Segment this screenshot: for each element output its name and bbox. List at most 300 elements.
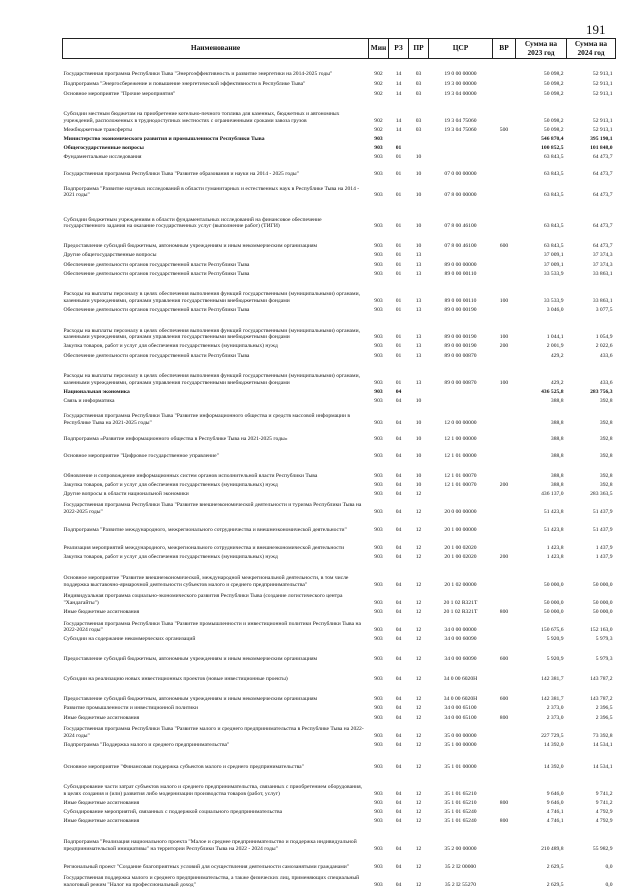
table-row (63, 405, 616, 427)
row-vr (493, 386, 516, 395)
row-pr: 12 (415, 714, 422, 721)
row-sum-2023: 388,8 (550, 472, 564, 479)
row-csr (429, 152, 493, 161)
row-name: Основное мероприятие "Развитие внешнеэкономической, международной межрегиональной деятельности, в том числе поддержка выставочно-ярмарочной деятельности субъектов малого и среднего предпринимательства" (63, 575, 349, 588)
row-vr (493, 152, 516, 161)
row-csr (429, 396, 493, 405)
row-vr (493, 259, 516, 268)
row-vr (493, 268, 516, 277)
row-name: Расходы на выплаты персоналу в целях обеспечения выполнения функций государственными (муниципальными) органами, казенными учреждениями, органами управления государственными внебюджетными фондами (63, 373, 360, 386)
row-name: Иные бюджетные ассигнования (63, 800, 140, 807)
table-row (63, 663, 616, 683)
row-csr: 34 0 00 6020Н (443, 696, 478, 703)
row-sum-2024: 50 000,0 (592, 609, 613, 616)
row-min: 903 (374, 252, 383, 259)
row-sum-2023: 429,2 (550, 352, 564, 359)
row-name: Закупка товаров, работ и услуг для обеспечения государственных (муниципальных) нужд (63, 554, 278, 561)
row-pr: 10 (415, 419, 422, 426)
table-row (63, 177, 616, 199)
row-name: Государственная поддержка малого и среднего предпринимательства, а также физических лиц, применяющих специальный налоговый режим "Налог на профессиональный доход" (63, 875, 360, 888)
row-rz: 01 (395, 352, 402, 359)
table-row (63, 497, 616, 515)
row-rz: 01 (395, 261, 402, 268)
row-sum-2024: 50 000,0 (592, 581, 613, 588)
row-rz: 04 (395, 509, 402, 515)
row-vr (493, 177, 516, 199)
table-row (63, 870, 616, 888)
row-rz: 04 (395, 472, 402, 479)
table-row (63, 721, 616, 739)
row-sum-2023: 388,8 (550, 452, 564, 459)
table-row (63, 798, 616, 807)
row-sum-2023: 388,8 (550, 481, 564, 488)
row-vr: 800 (499, 800, 509, 807)
row-csr: 35 1 01 65210 (444, 800, 477, 807)
row-sum-2024: 392,8 (599, 436, 613, 443)
row-pr: 12 (415, 554, 422, 561)
row-vr: 200 (499, 554, 509, 561)
row-rz: 04 (395, 581, 402, 588)
row-sum-2023: 150 675,6 (541, 627, 564, 634)
row-min: 903 (374, 545, 383, 552)
row-name: Субсидирование мероприятий, связанных с поддержкой социального предпринимательства (63, 809, 283, 816)
row-sum-2023: 63 843,5 (543, 154, 564, 161)
table-header-row (63, 39, 616, 59)
row-name: Реализация мероприятий международного, межрегионального сотрудничества и внешнеэкономической деятельности (63, 545, 345, 552)
row-sum-2023: 388,8 (550, 398, 564, 405)
row-vr (493, 748, 516, 770)
table-row (63, 459, 616, 479)
row-pr: 12 (415, 881, 422, 888)
row-rz: 04 (395, 398, 402, 405)
row-name: Предоставление субсидий бюджетным, автономным учреждениям и иным некоммерческим организациям (63, 656, 318, 663)
row-sum-2023: 5 920,9 (546, 636, 564, 643)
table-row (63, 825, 616, 852)
row-rz: 04 (395, 800, 402, 807)
row-name: Межбюджетные трансферты (63, 126, 132, 133)
row-sum-2024: 392,8 (599, 452, 613, 459)
row-min: 903 (374, 845, 383, 852)
row-sum-2024: 433,6 (599, 379, 613, 386)
row-sum-2024: 73 392,8 (592, 732, 613, 739)
row-name: Подпрограмма "Поддержка малого и среднего предпринимательства" (63, 741, 230, 748)
row-pr: 12 (415, 732, 422, 739)
row-name: Обеспечение деятельности органов государственной власти Республики Тыва (63, 261, 250, 268)
row-min: 903 (374, 270, 383, 277)
row-sum-2024: 64 473,7 (592, 154, 613, 161)
row-rz: 01 (395, 170, 402, 177)
row-min: 902 (374, 126, 383, 133)
row-name: Субсидии на реализацию новых инвестиционных проектов (новые инвестиционные проекты) (63, 676, 288, 683)
row-min: 903 (374, 881, 383, 888)
row-csr: 12 1 01 00000 (444, 452, 477, 459)
row-name: Фундаментальные исследования (63, 154, 142, 161)
row-sum-2024: 50 000,0 (592, 599, 613, 606)
row-pr: 12 (415, 863, 422, 870)
row-rz: 01 (395, 297, 402, 304)
row-csr: 35 2 00 00000 (444, 845, 477, 852)
row-sum-2023: 4 746,1 (546, 818, 564, 825)
row-min: 903 (374, 636, 383, 643)
row-pr: 12 (415, 545, 422, 552)
row-min: 903 (374, 527, 383, 534)
row-pr (409, 134, 429, 143)
row-sum-2024: 5 979,3 (595, 636, 613, 643)
row-vr (493, 703, 516, 712)
row-rz: 04 (395, 741, 402, 748)
row-csr: 19 3 04 00000 (444, 90, 477, 97)
row-sum-2024: 52 913,1 (592, 90, 613, 97)
row-min: 903 (374, 809, 383, 816)
row-pr: 12 (415, 627, 422, 634)
table-row (63, 616, 616, 634)
row-sum-2024: 3 077,5 (595, 307, 613, 314)
row-sum-2023: 2 629,5 (546, 863, 564, 870)
row-sum-2023: 9 646,0 (546, 800, 564, 807)
table-row (63, 816, 616, 825)
row-name: Подпрограмма "Развитие научных исследований в области гуманитарных и естественных наук в Республике Тыва на 2014 - 2021 годы" (63, 185, 360, 199)
row-sum-2023: 51 423,8 (543, 527, 564, 534)
row-sum-2023: 2 001,9 (546, 343, 564, 350)
row-sum-2023: 50 098,2 (543, 81, 564, 88)
table-row (63, 161, 616, 177)
row-min: 903 (374, 136, 383, 143)
row-csr: 12 1 00 00000 (444, 436, 477, 443)
row-vr (493, 396, 516, 405)
row-min: 903 (374, 554, 383, 561)
row-rz: 04 (395, 732, 402, 739)
row-min: 903 (374, 490, 383, 497)
table-row (63, 77, 616, 88)
row-min: 903 (374, 676, 383, 683)
row-sum-2024: 0,0 (605, 863, 613, 870)
row-csr: 07 0 00 00000 (444, 170, 477, 177)
row-name: Основное мероприятие "Финансовая поддержка субъектов малого и среднего предпринимательства" (63, 763, 304, 770)
row-sum-2023: 1 044,1 (546, 334, 564, 341)
row-csr: 89 0 00 00190 (444, 334, 477, 341)
row-sum-2023: 63 843,5 (543, 223, 564, 230)
table-row (63, 259, 616, 268)
row-vr: 800 (499, 609, 509, 616)
row-rz: 04 (395, 714, 402, 721)
row-name: Расходы на выплаты персоналу в целях обеспечения выполнения функций государственными (муниципальными) органами, казенными учреждениями, органами управления государственными внебюджетными фондами (63, 327, 360, 341)
row-rz: 01 (395, 270, 402, 277)
row-rz: 14 (395, 117, 402, 124)
row-sum-2024: 2 396,5 (595, 714, 613, 721)
row-sum-2024: 14 534,1 (592, 763, 613, 770)
row-sum-2024: 433,6 (599, 352, 613, 359)
row-name: Подпрограмма "Развитие международного, межрегионального сотрудничества и внешнеэкономической деятельности" (63, 527, 347, 534)
row-vr: 200 (499, 481, 509, 488)
row-rz: 04 (395, 545, 402, 552)
row-vr: 800 (499, 714, 509, 721)
row-sum-2024: 14 534,1 (592, 741, 613, 748)
row-min: 903 (374, 398, 383, 405)
row-csr: 89 0 00 00870 (444, 352, 477, 359)
row-pr: 13 (415, 379, 422, 386)
table-row (63, 88, 616, 97)
row-sum-2024: 52 913,1 (592, 117, 613, 124)
row-min: 903 (374, 818, 383, 825)
row-vr (493, 459, 516, 479)
row-pr: 12 (415, 656, 422, 663)
table-row (63, 199, 616, 230)
row-vr: 500 (499, 126, 509, 133)
row-csr: 34 0 00 00000 (444, 627, 477, 634)
row-sum-2024: 143 787,2 (590, 676, 613, 683)
row-rz: 04 (395, 881, 402, 888)
row-pr: 13 (415, 343, 422, 350)
row-name: Национальная экономика (63, 388, 130, 395)
row-pr: 03 (415, 126, 422, 133)
row-csr: 12 0 00 00000 (444, 419, 477, 426)
row-pr: 10 (415, 452, 422, 459)
row-pr: 10 (415, 223, 422, 230)
row-csr: 35 1 00 00000 (444, 741, 477, 748)
row-sum-2023: 210 489,8 (541, 845, 564, 852)
row-rz: 04 (395, 490, 402, 497)
row-rz: 01 (395, 154, 402, 161)
table-row (63, 305, 616, 314)
row-rz: 01 (395, 243, 402, 250)
row-min: 903 (374, 800, 383, 807)
row-vr (493, 721, 516, 739)
row-csr: 89 0 00 00190 (444, 343, 477, 350)
row-sum-2024: 1 437,9 (595, 554, 613, 561)
row-sum-2023: 50 098,2 (543, 117, 564, 124)
row-pr: 12 (415, 609, 422, 616)
table-row (63, 748, 616, 770)
row-vr (493, 134, 516, 143)
row-rz: 04 (395, 790, 402, 797)
row-name: Субсидии местным бюджетам на приобретение котельно-печного топлива для казенных, бюджетных и автономных учреждений, расположенных в труднодоступных местностях с ограниченными сроками завоза грузов (63, 111, 340, 124)
row-csr: 35 2 I2 55270 (444, 881, 477, 888)
table-row (63, 314, 616, 341)
row-pr: 12 (415, 581, 422, 588)
row-name: Государственная программа Республики Тыва "Развитие внешнеэкономической деятельности и туризма Республики Тыва на 2022-2025 годы" (63, 502, 362, 515)
row-min: 903 (374, 436, 383, 443)
row-vr (493, 770, 516, 797)
row-sum-2024: 143 787,2 (590, 696, 613, 703)
row-csr: 07 8 00 46100 (444, 223, 477, 230)
row-csr: 89 0 00 00870 (444, 379, 477, 386)
row-name: Иные бюджетные ассигнования (63, 609, 140, 616)
row-rz: 04 (395, 845, 402, 852)
row-sum-2024: 51 437,9 (592, 509, 613, 515)
row-rz: 01 (395, 379, 402, 386)
row-pr: 12 (415, 818, 422, 825)
row-rz: 04 (395, 527, 402, 534)
row-pr: 10 (415, 243, 422, 250)
row-rz: 01 (395, 252, 402, 259)
row-min: 903 (374, 696, 383, 703)
row-rz: 04 (395, 419, 402, 426)
row-min: 903 (374, 343, 383, 350)
row-rz: 14 (395, 90, 402, 97)
row-csr: 07 8 00 46100 (444, 243, 477, 250)
row-rz: 04 (395, 705, 402, 712)
row-rz: 04 (395, 763, 402, 770)
row-sum-2023: 227 729,5 (541, 732, 564, 739)
row-name: Закупка товаров, работ и услуг для обеспечения государственных (муниципальных) нужд (63, 481, 278, 488)
row-rz: 04 (395, 452, 402, 459)
table-row (63, 770, 616, 797)
row-vr (493, 161, 516, 177)
row-csr: 19 0 00 00000 (444, 70, 477, 77)
row-name: Общегосударственные вопросы (63, 145, 144, 152)
row-sum-2023: 1 423,8 (546, 554, 564, 561)
row-name: Основное мероприятие "Прочие мероприятия" (63, 90, 176, 97)
row-pr: 10 (415, 472, 422, 479)
row-sum-2024: 33 863,1 (592, 297, 613, 304)
table-row (63, 134, 616, 143)
row-min: 902 (374, 117, 383, 124)
row-sum-2024: 55 982,9 (592, 845, 613, 852)
table-row (63, 643, 616, 663)
row-sum-2024: 9 741,2 (595, 800, 613, 807)
row-pr (409, 386, 429, 395)
row-vr (493, 59, 516, 77)
row-name: Закупка товаров, работ и услуг для обеспечения государственных (муниципальных) нужд (63, 343, 278, 350)
row-pr: 10 (415, 481, 422, 488)
row-pr: 12 (415, 509, 422, 515)
table-row (63, 683, 616, 703)
row-rz: 14 (395, 126, 402, 133)
row-sum-2024: 101 848,0 (590, 145, 613, 152)
row-vr (493, 588, 516, 606)
row-name: Подпрограмма «Развитие информационного общества в Республике Тыва на 2021-2025 годы» (63, 436, 288, 443)
row-sum-2024: 392,8 (599, 398, 613, 405)
row-sum-2023: 388,8 (550, 436, 564, 443)
row-min: 903 (374, 452, 383, 459)
row-csr: 20 1 02 00000 (444, 581, 477, 588)
row-sum-2023: 436 137,0 (541, 490, 564, 497)
header-min: Мин (369, 39, 389, 59)
table-row (63, 59, 616, 77)
row-pr (409, 143, 429, 152)
row-min: 903 (374, 714, 383, 721)
row-pr: 03 (415, 90, 422, 97)
row-sum-2023: 33 533,9 (543, 270, 564, 277)
row-rz: 01 (395, 307, 402, 314)
row-csr: 19 3 04 75060 (444, 117, 477, 124)
row-name: Подпрограмма "Реализация национального проекта "Малое и среднее предпринимательство и поддержка индивидуальной предпринимательской инициативы" на территории Республики Тыва на 2022 - 2024 годы" (63, 838, 357, 852)
row-pr: 12 (415, 809, 422, 816)
row-min: 903 (374, 509, 383, 515)
row-sum-2023: 63 843,5 (543, 192, 564, 199)
row-vr (493, 807, 516, 816)
row-min: 903 (374, 609, 383, 616)
row-pr: 13 (415, 334, 422, 341)
row-vr (493, 561, 516, 588)
row-min: 903 (374, 656, 383, 663)
row-sum-2024: 0,0 (605, 881, 613, 888)
table-row (63, 739, 616, 748)
row-name: Обновление и сопровождение информационных систем органов исполнительной власти Республики Тыва (63, 472, 318, 479)
row-sum-2023: 50 098,2 (543, 126, 564, 133)
row-vr (493, 634, 516, 643)
row-min: 903 (374, 741, 383, 748)
row-csr: 20 1 00 02020 (444, 545, 477, 552)
row-vr (493, 739, 516, 748)
row-name: Иные бюджетные ассигнования (63, 818, 140, 825)
row-min: 903 (374, 388, 383, 395)
row-csr: 20 1 00 02020 (444, 554, 477, 561)
row-sum-2023: 50 000,0 (543, 609, 564, 616)
row-pr: 13 (415, 252, 422, 259)
row-pr: 12 (415, 490, 422, 497)
header-vr: ВР (493, 39, 516, 59)
header-sum-2023: Сумма на 2023 год (516, 39, 567, 59)
row-name: Обеспечение деятельности органов государственной власти Республики Тыва (63, 307, 250, 314)
row-min: 903 (374, 307, 383, 314)
row-rz: 04 (395, 436, 402, 443)
row-min: 903 (374, 599, 383, 606)
row-csr: 34 0 00 6020Н (443, 676, 478, 683)
row-sum-2023: 63 843,5 (543, 170, 564, 177)
row-min: 903 (374, 790, 383, 797)
row-name: Предоставление субсидий бюджетным, автономным учреждениям и иным некоммерческим организациям (63, 243, 318, 250)
header-pr: ПР (409, 39, 429, 59)
row-min: 903 (374, 170, 383, 177)
row-csr: 19 3 00 00000 (444, 81, 477, 88)
table-row (63, 152, 616, 161)
row-rz: 04 (395, 656, 402, 663)
row-csr: 20 1 02 R321T (443, 599, 478, 606)
row-pr: 10 (415, 154, 422, 161)
row-pr: 12 (415, 741, 422, 748)
row-min: 903 (374, 705, 383, 712)
row-vr: 200 (499, 343, 509, 350)
row-pr: 10 (415, 192, 422, 199)
table-row (63, 341, 616, 350)
row-csr (429, 143, 493, 152)
row-rz: 04 (395, 636, 402, 643)
row-vr (493, 88, 516, 97)
row-sum-2023: 37 009,1 (543, 252, 564, 259)
row-pr: 13 (415, 270, 422, 277)
row-rz: 04 (395, 481, 402, 488)
row-sum-2023: 63 843,5 (543, 243, 564, 250)
row-sum-2024: 52 913,1 (592, 81, 613, 88)
row-sum-2023: 2 629,5 (546, 881, 564, 888)
row-sum-2023: 14 392,0 (543, 741, 564, 748)
row-csr (429, 250, 493, 259)
row-vr (493, 426, 516, 442)
row-rz: 14 (395, 70, 402, 77)
row-vr (493, 616, 516, 634)
row-csr: 20 1 02 R321T (443, 609, 478, 616)
row-sum-2024: 52 913,1 (592, 126, 613, 133)
row-min: 903 (374, 352, 383, 359)
row-name: Государственная программа Республики Тыва "Развитие информационного общества и средств массовой информации в Республике Тыва на 2021-2025 годы" (63, 413, 351, 426)
row-sum-2023: 51 423,8 (543, 509, 564, 515)
row-min: 903 (374, 581, 383, 588)
row-sum-2023: 546 870,4 (541, 136, 564, 143)
row-vr (493, 350, 516, 359)
row-sum-2023: 50 098,2 (543, 90, 564, 97)
row-csr: 34 0 00 60090 (444, 656, 477, 663)
row-vr (493, 663, 516, 683)
row-name: Другие вопросы в области национальной экономики (63, 490, 189, 497)
row-vr (493, 497, 516, 515)
row-rz: 04 (395, 809, 402, 816)
row-pr: 13 (415, 261, 422, 268)
row-min: 903 (374, 297, 383, 304)
table-row (63, 703, 616, 712)
row-vr: 600 (499, 656, 509, 663)
row-min: 903 (374, 334, 383, 341)
